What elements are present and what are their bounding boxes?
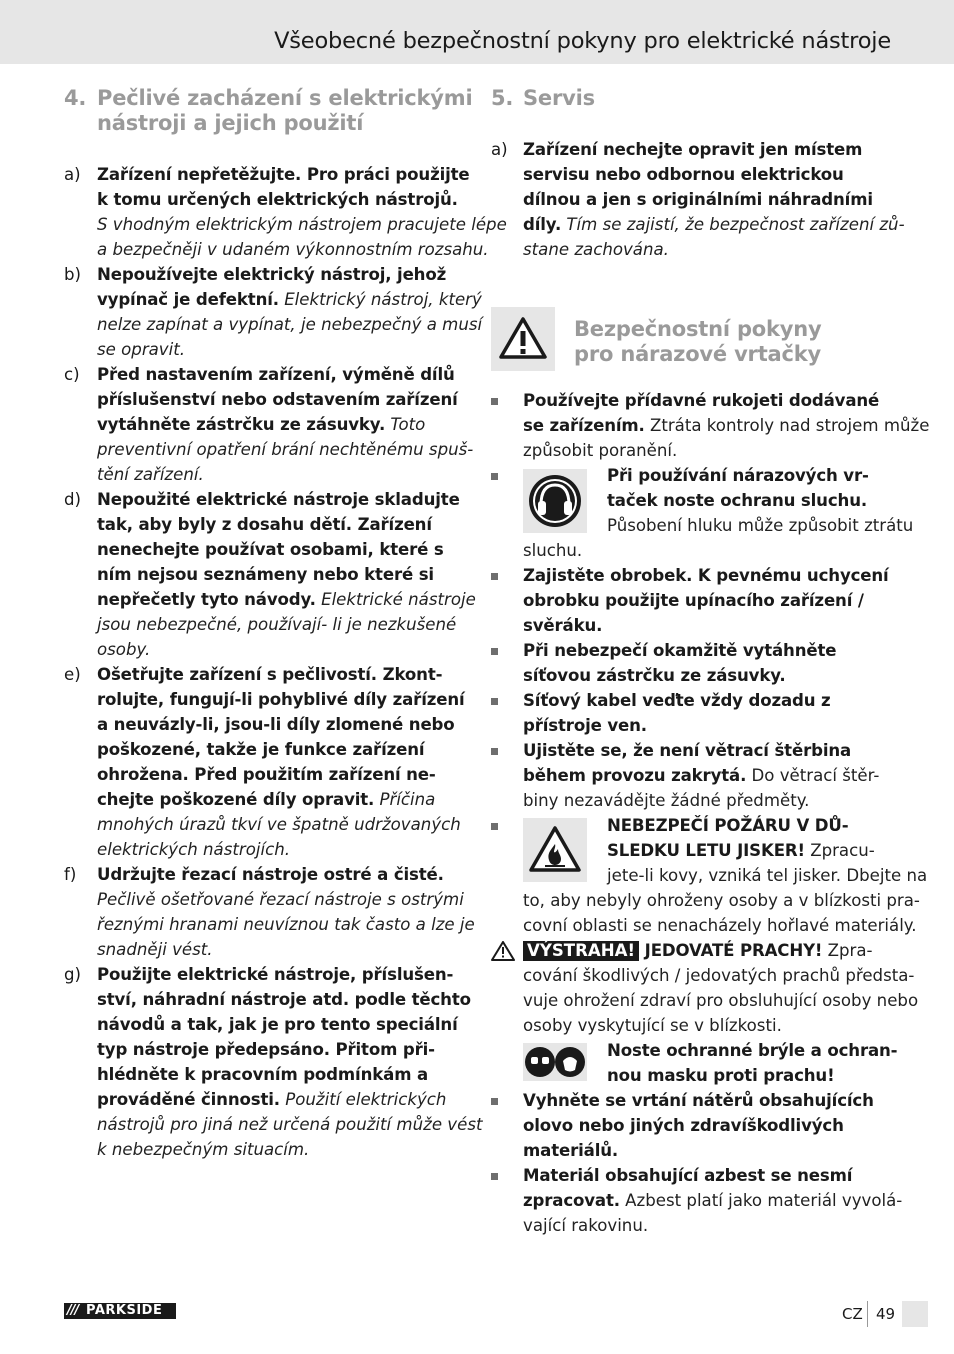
bullet-ear-protection-end: sluchu. bbox=[523, 541, 583, 560]
service-line bbox=[523, 137, 893, 162]
bullet-secure-workpiece-line bbox=[523, 588, 889, 613]
italic-text: tění zařízení. bbox=[97, 465, 204, 484]
left-item-line bbox=[97, 612, 467, 637]
bullet-fire-hazard-line bbox=[607, 863, 927, 888]
bullet-fire-hazard-cont-line bbox=[523, 913, 920, 938]
bold-text: díly. bbox=[523, 215, 562, 234]
bullet-lead-paint-line bbox=[523, 1138, 874, 1163]
fire-warning-icon bbox=[523, 818, 587, 882]
left-item-line bbox=[97, 487, 467, 512]
item-text bbox=[97, 487, 476, 662]
bold-text: nepřečetly tyto návody. bbox=[97, 590, 316, 609]
bold-text: k tomu určených elektrických nástrojů. bbox=[97, 190, 458, 209]
mask-line1: Noste ochranné brýle a ochran- bbox=[607, 1041, 898, 1060]
left-item-line bbox=[97, 887, 467, 912]
bold-text: Při používání nárazových vr- bbox=[607, 466, 869, 485]
toxic-dust-line: cování škodlivých / jedovatých prachů předsta- bbox=[523, 966, 915, 985]
warning-label: VÝSTRAHA! bbox=[523, 941, 639, 961]
bullet-marker bbox=[491, 823, 498, 830]
bullet-marker bbox=[491, 648, 498, 655]
italic-text: řeznými hranami neuvíznou tak často a lze je bbox=[97, 915, 475, 934]
left-item-line bbox=[97, 687, 467, 712]
left-item-line bbox=[97, 787, 467, 812]
normal-text: Azbest platí jako materiál vyvolá- bbox=[619, 1191, 903, 1210]
item-text bbox=[97, 962, 483, 1162]
left-item-line bbox=[97, 762, 467, 787]
ear-protection-icon bbox=[523, 469, 587, 533]
section-4-title bbox=[64, 86, 473, 135]
hammer-drill-title-line1: Bezpečnostní pokyny bbox=[574, 317, 822, 341]
bullet-marker bbox=[491, 573, 498, 580]
bold-text: rolujte, fungují-li pohyblivé díly zařízení bbox=[97, 690, 465, 709]
bold-text: Použijte elektrické nástroje, příslušen- bbox=[97, 965, 454, 984]
bullet-extra-handle bbox=[523, 388, 929, 463]
item-text bbox=[523, 137, 905, 262]
bullet-extra-handle-line bbox=[523, 413, 929, 438]
service-line bbox=[523, 187, 893, 212]
bold-text: dílnou a jen s originálními náhradními bbox=[523, 190, 873, 209]
left-item-line bbox=[97, 1087, 467, 1112]
section-4-number: 4. bbox=[64, 86, 87, 110]
left-item-line bbox=[97, 537, 467, 562]
left-item-line bbox=[97, 587, 476, 612]
normal-text: to, aby nebyly ohroženy osoby a v blízkosti pra- bbox=[523, 891, 920, 910]
page-title: Všeobecné bezpečnostní pokyny pro elektrické nástroje bbox=[274, 28, 891, 54]
bold-text: nenechejte používat osobami, které s bbox=[97, 540, 444, 559]
bullet-ear-protection bbox=[607, 463, 913, 538]
bullet-secure-workpiece-line bbox=[523, 563, 889, 588]
bullet-asbestos-line bbox=[523, 1163, 902, 1188]
service-line bbox=[523, 237, 893, 262]
hammer-drill-title-line2: pro nárazové vrtačky bbox=[574, 342, 822, 366]
bullet-asbestos-line bbox=[523, 1188, 902, 1213]
left-item-line bbox=[97, 1037, 467, 1062]
left-item-line bbox=[97, 512, 467, 537]
bold-text: návodů a tak, jak je pro tento speciální bbox=[97, 1015, 458, 1034]
bold-text: vypínač je defektní. bbox=[97, 290, 279, 309]
left-item-line bbox=[97, 662, 467, 687]
item-marker: g) bbox=[64, 965, 82, 984]
bold-text: svěráku. bbox=[523, 616, 603, 635]
left-item-line bbox=[97, 187, 467, 212]
left-item-line bbox=[97, 437, 474, 462]
italic-text: S vhodným elektrickým nástrojem pracujete lépe bbox=[97, 215, 507, 234]
left-item-line bbox=[97, 912, 475, 937]
mask-instruction bbox=[607, 1038, 897, 1088]
bullet-extra-handle-line bbox=[523, 438, 929, 463]
normal-text: Působení hluku může způsobit ztrátu bbox=[607, 516, 914, 535]
bold-text: příslušenství nebo odstavením zařízení bbox=[97, 390, 458, 409]
bullet-marker bbox=[491, 398, 498, 405]
bold-text: Zajistěte obrobek. K pevnému uchycení bbox=[523, 566, 889, 585]
bold-text: Síťový kabel veďte vždy dozadu z bbox=[523, 691, 831, 710]
bold-text: Před nastavením zařízení, výměně dílů bbox=[97, 365, 455, 384]
bullet-cable-line bbox=[523, 688, 831, 713]
bullet-fire-hazard-line bbox=[607, 813, 927, 838]
item-marker: c) bbox=[64, 365, 80, 384]
bold-text: Materiál obsahující azbest se nesmí bbox=[523, 1166, 853, 1185]
italic-text: Elektrický nástroj, který bbox=[278, 290, 482, 309]
left-item-line bbox=[97, 562, 467, 587]
bullet-extra-handle-line bbox=[523, 388, 929, 413]
left-item-line bbox=[97, 737, 467, 762]
italic-text: Elektrické nástroje bbox=[315, 590, 476, 609]
bullet-ventilation-line bbox=[523, 788, 879, 813]
normal-text: Ztráta kontroly nad strojem může bbox=[644, 416, 930, 435]
italic-text: mnohých úrazů tkví ve špatně udržovaných bbox=[97, 815, 461, 834]
normal-text: jete-li kovy, vzniká tel jisker. Dbejte na bbox=[607, 866, 928, 885]
bullet-fire-hazard-cont-line bbox=[523, 888, 920, 913]
bullet-marker bbox=[491, 1173, 498, 1180]
left-item-line bbox=[97, 937, 467, 962]
bullet-lead-paint-line bbox=[523, 1113, 874, 1138]
left-item-line bbox=[97, 337, 467, 362]
bold-text: Zařízení nechejte opravit jen místem bbox=[523, 140, 863, 159]
bullet-ventilation bbox=[523, 738, 879, 813]
bullet-cable bbox=[523, 688, 831, 738]
italic-text: Tím se zajistí, že bezpečnost zařízení zů- bbox=[561, 215, 905, 234]
left-item-line bbox=[97, 637, 467, 662]
warning-triangle-icon bbox=[491, 307, 555, 371]
item-marker: e) bbox=[64, 665, 81, 684]
left-item-line bbox=[97, 262, 467, 287]
item-marker: b) bbox=[64, 265, 82, 284]
bold-text: Nepoužité elektrické nástroje skladujte bbox=[97, 490, 460, 509]
hammer-drill-section-title bbox=[574, 317, 822, 367]
toxic-dust-line: vuje ohrožení zdraví pro obsluhující osoby nebo bbox=[523, 991, 919, 1010]
service-line bbox=[523, 212, 905, 237]
bullet-asbestos bbox=[523, 1163, 902, 1238]
bold-text: tak, aby byly z dosahu dětí. Zařízení bbox=[97, 515, 432, 534]
bold-text: chejte poškozené díly opravit. bbox=[97, 790, 375, 809]
left-item-line bbox=[97, 362, 467, 387]
italic-text: Použití elektrických bbox=[279, 1090, 447, 1109]
italic-text: se opravit. bbox=[97, 340, 186, 359]
bold-text: NEBEZPEČÍ POŽÁRU V DŮ- bbox=[607, 816, 849, 835]
bold-text: Nepoužívejte elektrický nástroj, jehož bbox=[97, 265, 447, 284]
bullet-ear-protection-line bbox=[607, 513, 913, 538]
italic-text: snadněji vést. bbox=[97, 940, 213, 959]
item-marker: a) bbox=[491, 140, 508, 159]
bold-text: se zařízením. bbox=[523, 416, 645, 435]
italic-text: elektrických nástrojích. bbox=[97, 840, 290, 859]
bold-text: servisu nebo odbornou elektrickou bbox=[523, 165, 844, 184]
bold-text: ohrožena. Před použitím zařízení ne- bbox=[97, 765, 436, 784]
left-item-line bbox=[97, 862, 467, 887]
item-text bbox=[97, 162, 507, 262]
italic-text: Pečlivě ošetřované řezací nástroje s ostrými bbox=[97, 890, 464, 909]
bullet-marker bbox=[491, 1098, 498, 1105]
toxic-dust-heading: JEDOVATÉ PRACHY! bbox=[639, 941, 823, 960]
bold-text: zpracovat. bbox=[523, 1191, 620, 1210]
bullet-asbestos-line bbox=[523, 1213, 902, 1238]
left-item-line bbox=[97, 387, 467, 412]
italic-text: nelze zapínat a vypínat, je nebezpečný a musí bbox=[97, 315, 483, 334]
bullet-secure-workpiece bbox=[523, 563, 889, 638]
bold-text: Používejte přídavné rukojeti dodávané bbox=[523, 391, 880, 410]
page-number: 49 bbox=[876, 1305, 896, 1323]
bold-text: taček noste ochranu sluchu. bbox=[607, 491, 868, 510]
bold-text: olovo nebo jiných zdravíškodlivých bbox=[523, 1116, 844, 1135]
item-text bbox=[97, 662, 467, 862]
left-item-line bbox=[97, 1062, 467, 1087]
left-item-line bbox=[97, 712, 467, 737]
bullet-ear-protection-line bbox=[607, 488, 913, 513]
normal-text: covní oblasti se nenacházely hořlavé materiály. bbox=[523, 916, 917, 935]
bold-text: Ošetřujte zařízení s pečlivostí. Zkont- bbox=[97, 665, 443, 684]
bullet-fire-hazard-cont bbox=[523, 888, 920, 938]
section-5-title-text: Servis bbox=[523, 86, 595, 110]
bullet-secure-workpiece-line bbox=[523, 613, 889, 638]
bullet-marker bbox=[491, 748, 498, 755]
bold-text: síťovou zástrčku ze zásuvky. bbox=[523, 666, 786, 685]
bullet-marker bbox=[491, 698, 498, 705]
bullet-unplug bbox=[523, 638, 836, 688]
bold-text: typ nástroje předepsáno. Přitom při- bbox=[97, 1040, 435, 1059]
bullet-fire-hazard bbox=[607, 813, 927, 888]
bullet-lead-paint bbox=[523, 1088, 874, 1163]
bold-text: Ujistěte se, že není větrací štěrbina bbox=[523, 741, 852, 760]
left-item-line bbox=[97, 312, 483, 337]
italic-text: stane zachována. bbox=[523, 240, 669, 259]
bullet-unplug-line bbox=[523, 663, 836, 688]
bold-text: Při nebezpečí okamžitě vytáhněte bbox=[523, 641, 837, 660]
left-item-line bbox=[97, 812, 467, 837]
bullet-unplug-line bbox=[523, 638, 836, 663]
bullet-ear-protection-line bbox=[607, 463, 913, 488]
page-tab-marker bbox=[902, 1301, 928, 1327]
bullet-ventilation-line bbox=[523, 763, 879, 788]
italic-text: osoby. bbox=[97, 640, 151, 659]
item-text bbox=[97, 862, 475, 962]
bold-text: obrobku použijte upínacího zařízení / bbox=[523, 591, 864, 610]
italic-text: Příčina bbox=[374, 790, 436, 809]
item-marker: d) bbox=[64, 490, 82, 509]
item-marker: a) bbox=[64, 165, 81, 184]
bold-text: materiálů. bbox=[523, 1141, 619, 1160]
italic-text: jsou nebezpečné, používají- li je nezkušené bbox=[97, 615, 457, 634]
italic-text: a bezpečněji v udaném výkonnostním rozsahu. bbox=[97, 240, 489, 259]
bold-text: Vyhněte se vrtání nátěrů obsahujících bbox=[523, 1091, 874, 1110]
small-warning-icon bbox=[491, 941, 515, 961]
left-item-line bbox=[97, 237, 489, 262]
bullet-fire-hazard-line bbox=[607, 838, 927, 863]
bold-text: vytáhněte zástrčku ze zásuvky. bbox=[97, 415, 386, 434]
mask-line2: nou masku proti prachu! bbox=[607, 1066, 835, 1085]
section-4-title-line1: Pečlivé zacházení s elektrickými bbox=[97, 86, 473, 110]
bullet-cable-line bbox=[523, 713, 831, 738]
item-marker: f) bbox=[64, 865, 77, 884]
toxic-dust-warning bbox=[523, 938, 919, 1038]
left-item-line bbox=[97, 287, 482, 312]
bold-text: SLEDKU LETU JISKER! bbox=[607, 841, 805, 860]
item-text bbox=[97, 362, 474, 487]
bold-text: přístroje ven. bbox=[523, 716, 647, 735]
normal-text: způsobit poranění. bbox=[523, 441, 678, 460]
language-code: CZ bbox=[842, 1305, 863, 1323]
left-item-line bbox=[97, 212, 507, 237]
normal-text: Zpracu- bbox=[804, 841, 875, 860]
left-item-line bbox=[97, 1012, 467, 1037]
bold-text: ství, náhradní nástroje atd. podle těchto bbox=[97, 990, 471, 1009]
left-item-line bbox=[97, 1112, 483, 1137]
bold-text: prováděné činnosti. bbox=[97, 1090, 280, 1109]
left-item-line bbox=[97, 962, 467, 987]
bold-text: hlédněte k pracovním podmínkám a bbox=[97, 1065, 429, 1084]
service-line bbox=[523, 162, 893, 187]
section-4-title-line2: nástroji a jejich použití bbox=[97, 111, 364, 135]
page-header bbox=[0, 0, 954, 64]
item-text bbox=[97, 262, 483, 362]
normal-text: vající rakovinu. bbox=[523, 1216, 649, 1235]
bold-text: Zařízení nepřetěžujte. Pro práci použijte bbox=[97, 165, 470, 184]
left-item-line bbox=[97, 462, 467, 487]
left-item-line bbox=[97, 837, 467, 862]
left-item-line bbox=[97, 412, 467, 437]
italic-text: Toto bbox=[385, 415, 426, 434]
toxic-dust-line: osoby vyskytující se v blízkosti. bbox=[523, 1016, 782, 1035]
italic-text: nástrojů pro jiná než určená použití může vést bbox=[97, 1115, 483, 1134]
bold-text: ním nejsou seznámeny nebo které si bbox=[97, 565, 434, 584]
bold-text: během provozu zakrytá. bbox=[523, 766, 747, 785]
bold-text: Udržujte řezací nástroje ostré a čisté. bbox=[97, 865, 444, 884]
italic-text: k nebezpečným situacím. bbox=[97, 1140, 310, 1159]
goggles-and-mask-icon bbox=[523, 1043, 587, 1081]
italic-text: preventivní opatření brání nechtěnému spuš- bbox=[97, 440, 474, 459]
bold-text: poškozené, takže je funkce zařízení bbox=[97, 740, 425, 759]
left-item-line bbox=[97, 1137, 467, 1162]
left-item-line bbox=[97, 987, 471, 1012]
section-5-number: 5. bbox=[491, 86, 514, 110]
toxic-dust-text-start: Zpra- bbox=[822, 941, 873, 960]
bullet-lead-paint-line bbox=[523, 1088, 874, 1113]
parkside-logo: /// PARKSIDE bbox=[64, 1303, 176, 1319]
left-item-line bbox=[97, 162, 470, 187]
section-5-title bbox=[491, 86, 595, 111]
normal-text: biny nezavádějte žádné předměty. bbox=[523, 791, 810, 810]
bullet-marker bbox=[491, 473, 498, 480]
footer-divider bbox=[867, 1301, 868, 1327]
normal-text: Do větrací štěr- bbox=[746, 766, 880, 785]
bullet-ventilation-line bbox=[523, 738, 879, 763]
bold-text: a neuvázly-li, jsou-li díly zlomené nebo bbox=[97, 715, 455, 734]
